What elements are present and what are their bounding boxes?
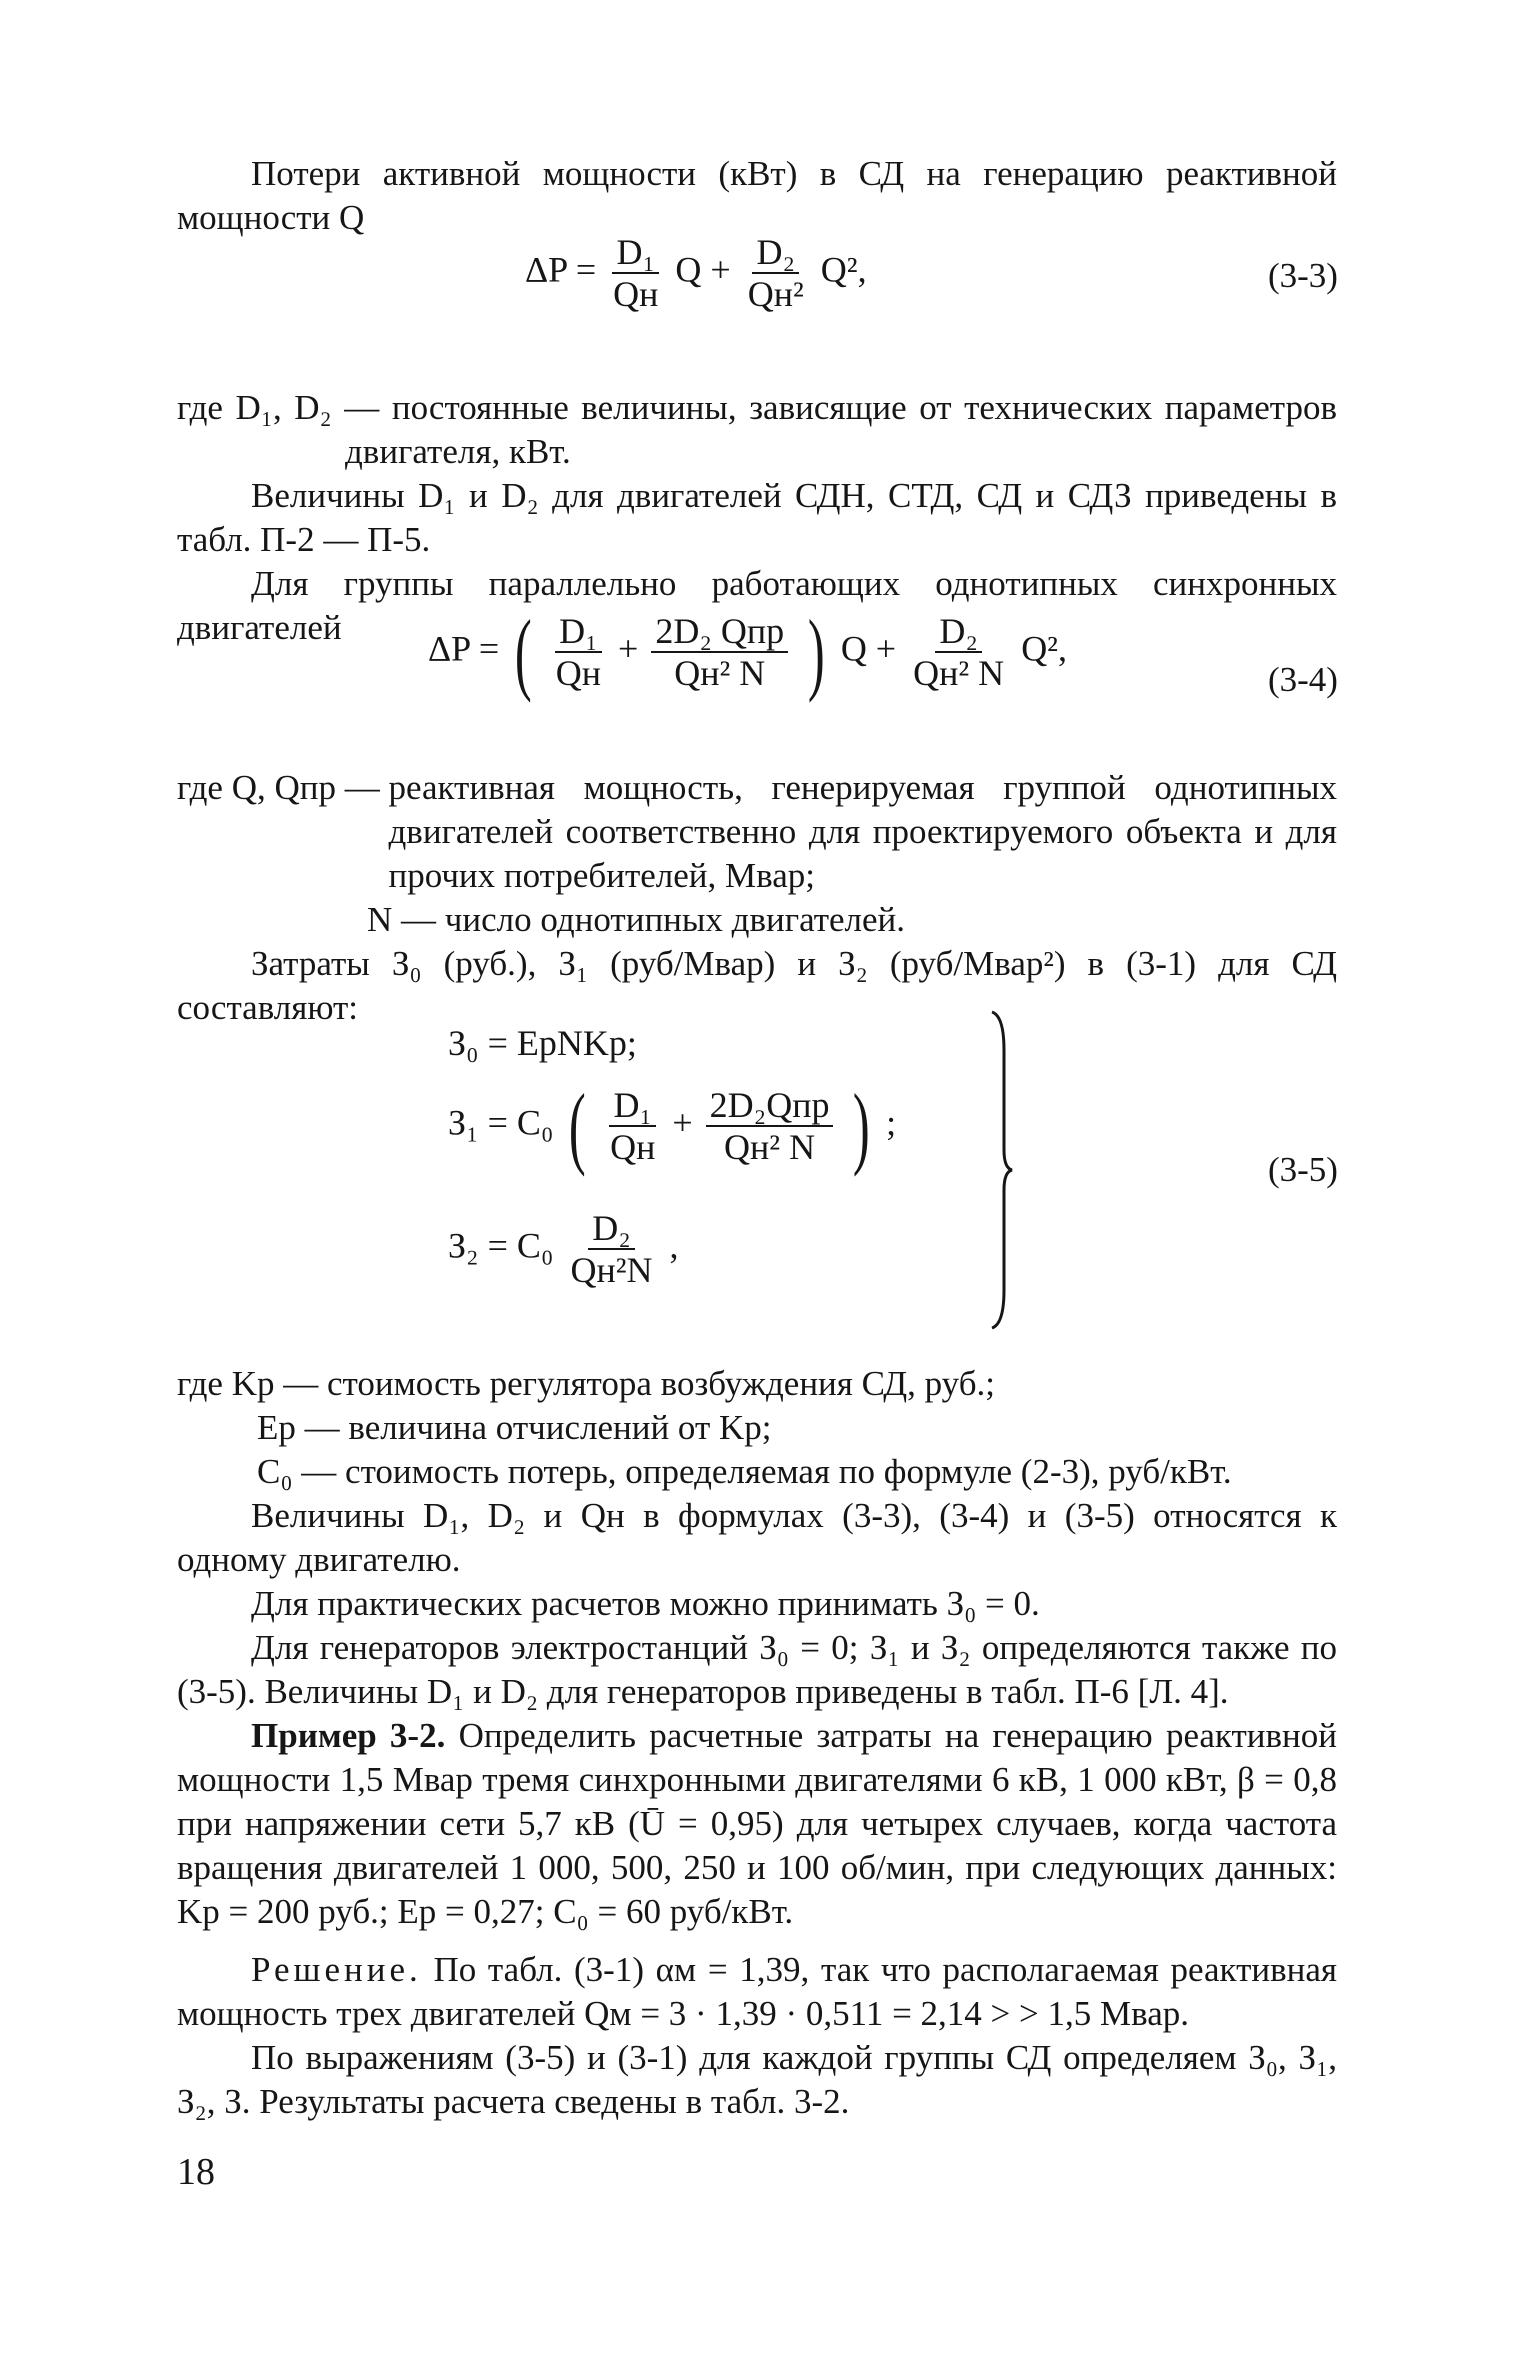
fraction-numerator: D₂ [588, 1208, 635, 1250]
fraction-numerator: D₁ [609, 1085, 656, 1127]
page-number: 18 [177, 2151, 215, 2193]
paragraph-text: Величины D₁, D₂ и Qн в формулах (3-3), (3-4) и (3-5) относятся к одному двигателю. [177, 1496, 1337, 1579]
right-paren: ) [808, 601, 825, 703]
formula-term: Q², [820, 249, 867, 290]
fraction-denominator: Qн² N [913, 653, 1005, 693]
paragraph-text: Для практических расчетов можно принимать З₀ = 0. [251, 1584, 1040, 1623]
formula-term: Q + [675, 249, 731, 290]
left-paren: ( [515, 601, 532, 703]
fraction-denominator: Qн² [747, 274, 804, 314]
fraction-numerator: 2D₂Qпр [706, 1085, 834, 1127]
example-paragraph [177, 1714, 1337, 1934]
paragraph-text: Для генераторов электростанций З₀ = 0; З₁ и З₂ определяются также по (3-5). Величины D₁ и D₂ для генераторов приведены в табл. П-6 [Л. 4]. [177, 1628, 1337, 1711]
body-lower [177, 1362, 1337, 2124]
formula-z1 [448, 1075, 897, 1177]
fraction-numerator: D₂ [935, 611, 982, 653]
fraction-denominator: Qн² N [724, 1127, 816, 1167]
definition-text: где D₁, D₂ — постоянные величины, зависящие от технических параметров двигателя, кВт. [177, 388, 1337, 471]
definition-text: реактивная мощность, генерируемая группой однотипных двигателей соответственно для проектируемого объекта и для прочих потребителей, Мвар; [388, 768, 1337, 895]
formula-lhs: З₂ = C₀ [448, 1225, 554, 1266]
formula-lhs: З₁ = C₀ [448, 1102, 554, 1143]
formula-lhs: ΔP = [525, 249, 597, 290]
paragraph-text: Для группы параллельно работающих однотипных синхронных двигателей [177, 564, 1337, 647]
paragraph-text: Затраты З₀ (руб.), З₁ (руб/Мвар) и З₂ (руб/Мвар²) в (3-1) для СД составляют: [177, 944, 1337, 1027]
fraction-numerator: D₁ [555, 611, 602, 653]
fraction-numerator: 2D₂ Qпр [651, 611, 788, 653]
definition-text: Eр — величина отчислений от Kр; [257, 1408, 772, 1447]
equation-number: (3-4) [1268, 660, 1338, 699]
right-brace-icon [990, 1010, 1014, 1330]
equation-number: (3-5) [1268, 1150, 1338, 1189]
equation-number: (3-3) [1268, 256, 1338, 295]
fraction [552, 611, 605, 693]
fraction-denominator: Qн² N [674, 653, 766, 693]
fraction-denominator: Qн [555, 653, 602, 693]
fraction-denominator: Qн [613, 274, 659, 314]
fraction [651, 611, 788, 693]
definition-lead: где Q, Qпр — [177, 768, 389, 807]
paragraph-text: Потери активной мощности (кВт) в СД на генерацию реактивной мощности Q [177, 154, 1337, 237]
solution-heading: Решение. [251, 1950, 422, 1989]
fraction-denominator: Qн²N [570, 1250, 653, 1290]
fraction-numerator: D₂ [752, 232, 799, 274]
fraction [566, 1208, 656, 1290]
formula-z0: З₀ = EрNKр; [448, 1023, 637, 1063]
fraction [606, 1085, 659, 1167]
formula-operator: + [618, 628, 639, 669]
definitions-q [177, 766, 1337, 1030]
fraction [909, 611, 1008, 693]
definition-text: N — число однотипных двигателей. [367, 900, 906, 939]
right-paren: ) [853, 1075, 871, 1177]
example-heading: Пример 3-2. [251, 1716, 446, 1755]
definition-row [177, 766, 1337, 898]
solution-text: По табл. (3-1) αм = 1,39, так что располагаемая реактивная мощность трех двигателей Qм = 3 · 1,39 · 0,511 = 2,14 > > 1,5 Мвар. [177, 1950, 1337, 2033]
paragraph-text: Величины D₁ и D₂ для двигателей СДН, СТД, СД и СДЗ приведены в табл. П-2 — П-5. [177, 476, 1337, 559]
formula-operator: + [672, 1102, 693, 1143]
formula-lhs: ΔP = [428, 628, 500, 669]
formula-term: , [669, 1225, 679, 1266]
solution-paragraph [177, 1948, 1337, 2036]
left-paren: ( [569, 1075, 587, 1177]
fraction-denominator: Qн [610, 1127, 656, 1167]
formula-3-3 [525, 232, 867, 314]
formula-z2 [448, 1208, 679, 1290]
formula-term: Q², [1021, 628, 1067, 669]
fraction [609, 232, 662, 314]
formula-term: Q + [840, 628, 897, 669]
paragraph-intro [177, 152, 1337, 240]
fraction [706, 1085, 834, 1167]
paragraph-text: По выражениям (3-5) и (3-1) для каждой группы СД определяем З₀, З₁, З₂, З. Результаты расчета сведены в табл. 3-2. [177, 2038, 1337, 2121]
example-text: Определить расчетные затраты на генерацию реактивной мощности 1,5 Мвар тремя синхронными двигателями 6 кВ, 1 000 кВт, β = 0,8 при напряжении сети 5,7 кВ (Ū = 0,95) для четырех случаев, когда частота вращения двигателей 1 000, 500, 250 и 100 об/мин, при следующих данных: Kр = 200 руб.; Eр = 0,27; C₀ = 60 руб/кВт. [177, 1716, 1337, 1931]
formula-term: ; [886, 1102, 897, 1143]
fraction [744, 232, 808, 314]
fraction-numerator: D₁ [612, 232, 659, 274]
definition-text: C₀ — стоимость потерь, определяемая по формуле (2-3), руб/кВт. [257, 1452, 1232, 1491]
formula-3-4 [428, 601, 1067, 703]
definition-text: где Kр — стоимость регулятора возбуждения СД, руб.; [177, 1364, 995, 1403]
